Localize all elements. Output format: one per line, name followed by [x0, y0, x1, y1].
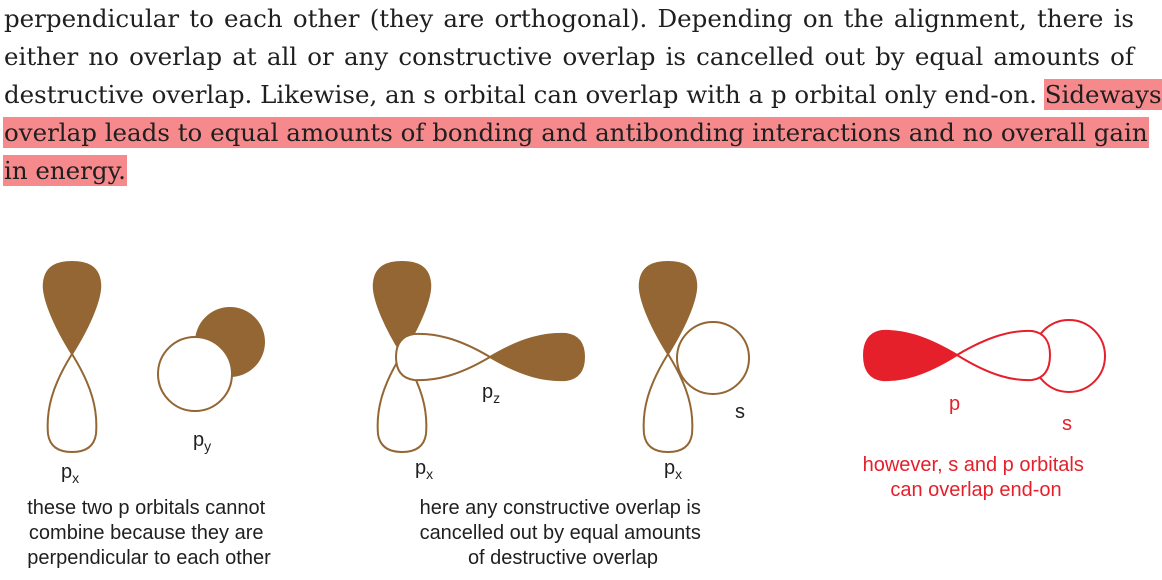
caption-panel-4: however, s and p orbitals can overlap end-on: [862, 454, 1084, 501]
p-label: p: [949, 393, 961, 415]
s-orbital: [677, 322, 749, 394]
paragraph-line-2: either no overlap at all or any constructive overlap is cancelled out by equal amounts of: [4, 42, 1134, 71]
s-label: s: [735, 401, 745, 423]
py-lobe-front: [158, 337, 232, 411]
pz-label: $p_z$: [482, 381, 501, 406]
px-lobe-top: [44, 262, 101, 354]
pz-lobe-left: [396, 334, 490, 380]
p-lobe-open: [957, 331, 1050, 380]
highlighted-text: in energy.: [4, 156, 126, 185]
pz-lobe-right: [490, 334, 584, 380]
paragraph-line-3-text: destructive overlap. Likewise, an s orbital can overlap with a p orbital only end-on.: [4, 80, 1037, 109]
p-lobe-filled: [864, 331, 957, 380]
panel-px-s: [640, 262, 749, 482]
highlighted-text: Sideways: [1044, 80, 1162, 109]
caption-panel-2: here any constructive overlap is cancelled out by equal amounts of destructive overlap: [419, 497, 701, 569]
highlighted-text: overlap leads to equal amounts of bonding and antibonding interactions and no overall gain: [4, 118, 1148, 147]
s-label: s: [1062, 413, 1072, 435]
caption-panel-1: these two p orbitals cannot combine because they are perpendicular to each other: [27, 497, 271, 569]
paragraph-line-1: perpendicular to each other (they are orthogonal). Depending on the alignment, there is: [4, 4, 1134, 33]
px-label: $p_x$: [415, 457, 434, 482]
px-lobe-bottom: [48, 354, 97, 452]
py-label: $p_y$: [193, 429, 212, 454]
panel-p-s-end-on: [863, 320, 1105, 501]
panel-px-py: [27, 262, 271, 569]
px-label: $p_x$: [664, 457, 683, 482]
px-label: $p_x$: [61, 461, 80, 486]
